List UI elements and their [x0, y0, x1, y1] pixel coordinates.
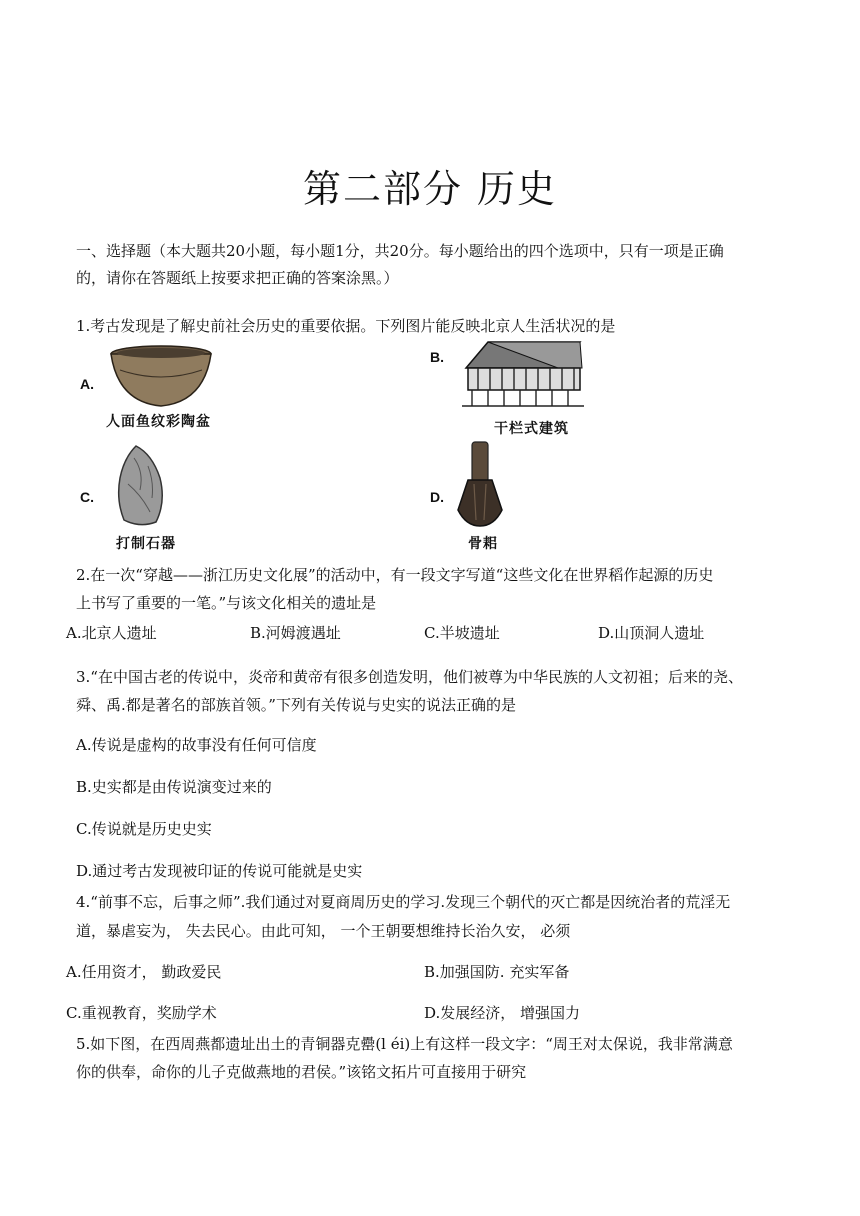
q3-option-b: B.史实都是由传说演变过来的	[76, 778, 272, 796]
painted-pottery-basin-icon	[108, 344, 214, 412]
q2-stem-line1: 2.在一次“穿越——浙江历史文化展”的活动中，有一段文字写道“这些文化在世界稻作起源的历史	[76, 566, 714, 584]
q3-option-c: C.传说就是历史史实	[76, 820, 212, 838]
section-instructions-line2: 的，请你在答题纸上按要求把正确的答案涂黑。）	[76, 269, 399, 287]
q3-option-d: D.通过考古发现被印证的传说可能就是史实	[76, 862, 363, 880]
q4-stem-line2: 道，暴虐妄为， 失去民心。由此可知， 一个王朝要想维持长治久安， 必须	[76, 922, 571, 940]
q2-option-a: A.北京人遗址	[66, 624, 157, 642]
q3-option-a: A.传说是虚构的故事没有任何可信度	[76, 736, 317, 754]
bone-spade-icon	[454, 440, 506, 530]
q4-option-a: A.任用资才， 勤政爱民	[66, 963, 222, 981]
q5-stem-line2: 你的供奉，命你的儿子克做燕地的君侯。”该铭文拓片可直接用于研究	[76, 1063, 527, 1081]
q4-stem-line1: 4.“前事不忘，后事之师”.我们通过对夏商周历史的学习.发现三个朝代的灭亡都是因统治者的荒淫无	[76, 893, 731, 911]
q1-stem: 1.考古发现是了解史前社会历史的重要依据。下列图片能反映北京人生活状况的是	[76, 317, 616, 335]
section-instructions-line1: 一、选择题（本大题共20小题，每小题1分，共20分。每小题给出的四个选项中，只有一项是正确	[76, 242, 724, 260]
q1-option-a-caption: 人面鱼纹彩陶盆	[106, 414, 211, 430]
q2-option-d: D.山顶洞人遗址	[598, 624, 705, 642]
stilt-house-icon	[458, 338, 588, 410]
q1-option-a-label: A.	[80, 376, 94, 392]
q5-stem-line1: 5.如下图，在西周燕都遗址出土的青铜器克罍(l éi)上有这样一段文字：“周王对太保说，我非常满意	[76, 1035, 733, 1053]
q4-option-b: B.加强国防. 充实军备	[424, 963, 570, 981]
q1-option-d-caption: 骨耜	[468, 536, 498, 552]
q4-option-d: D.发展经济， 增强国力	[424, 1004, 581, 1022]
q3-stem-line2: 舜、禹.都是著名的部族首领。”下列有关传说与史实的说法正确的是	[76, 696, 516, 714]
chipped-stone-tool-icon	[114, 444, 166, 528]
q2-stem-line2: 上书写了重要的一笔。”与该文化相关的遗址是	[76, 594, 377, 612]
q1-option-c-label: C.	[80, 489, 94, 505]
q2-option-b: B.河姆渡遇址	[250, 624, 341, 642]
q1-option-c-caption: 打制石器	[116, 536, 176, 552]
q1-option-b-label: B.	[430, 349, 444, 365]
q3-stem-line1: 3.“在中国古老的传说中，炎帝和黄帝有很多创造发明，他们被尊为中华民族的人文初祖；后来的尧、	[76, 668, 743, 686]
q2-option-c: C.半坡遗址	[424, 624, 500, 642]
q1-option-b-caption: 干栏式建筑	[494, 421, 569, 437]
page-title: 第二部分 历史	[302, 167, 558, 211]
q1-option-d-label: D.	[430, 489, 444, 505]
q4-option-c: C.重视教育，奖励学术	[66, 1004, 217, 1022]
